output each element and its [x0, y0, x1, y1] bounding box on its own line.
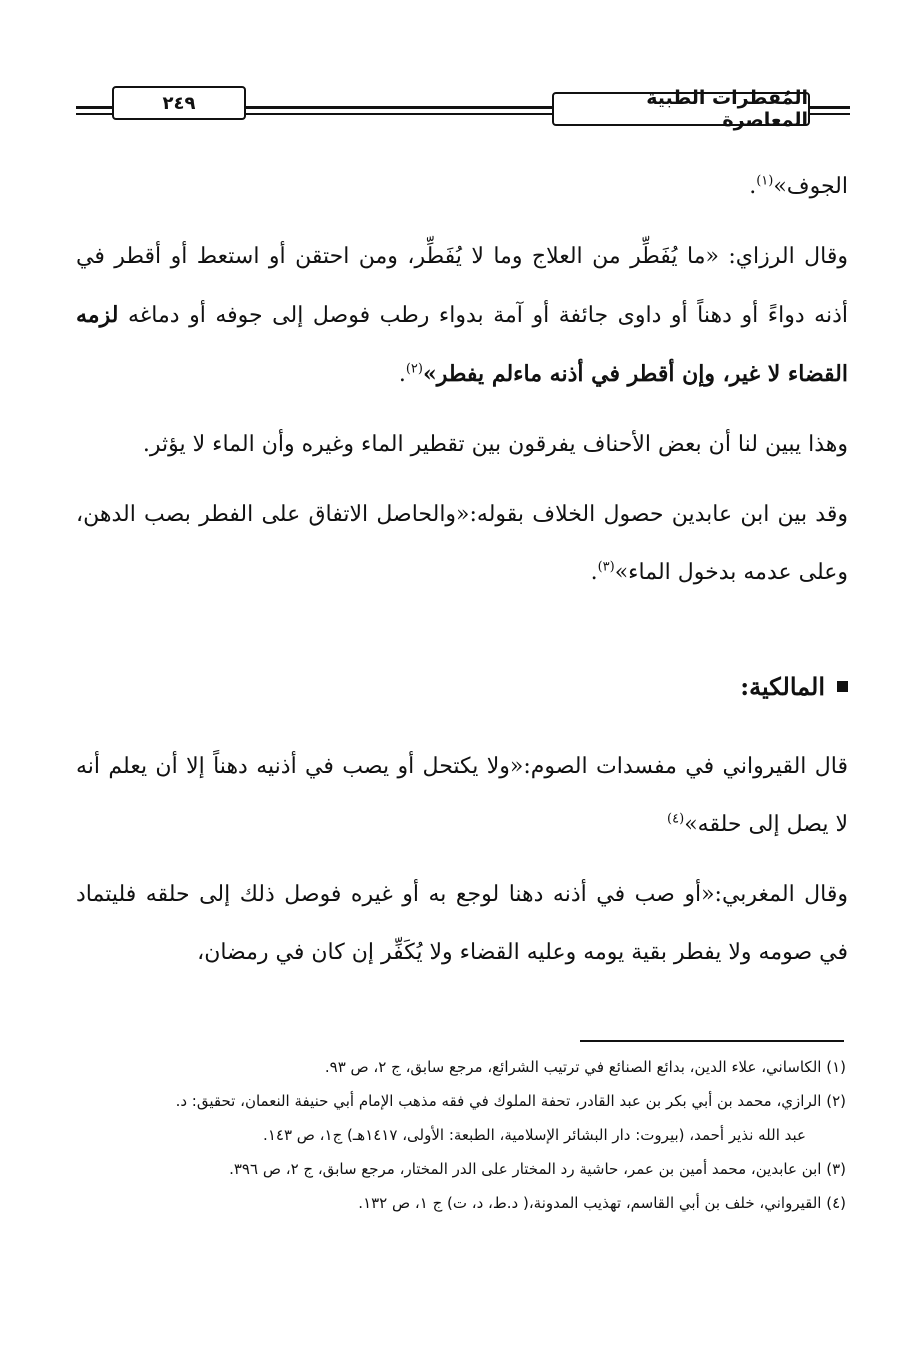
paragraph-text: وقد بين ابن عابدين حصول الخلاف بقوله:«والحاصل الاتفاق على الفطر بصب الدهن، وعلى عدمه بدخول الماء» — [76, 502, 848, 585]
paragraph-end: . — [749, 174, 757, 199]
paragraph-text: الجوف» — [773, 174, 848, 199]
paragraph-text: وقال المغربي:«أو صب في أذنه دهنا لوجع به أو غيره فوصل ذلك إلى حلقه فليتماد في صومه ولا يفطر بقية يومه وعليه القضاء ولا يُكَفِّر إن كان في رمضان، — [76, 882, 848, 965]
running-title: المُفطرات الطبية المعاصرة — [552, 92, 810, 126]
footnote-continuation: عبد الله نذير أحمد، (بيروت: دار البشائر الإسلامية، الطبعة: الأولى، ١٤١٧هـ) ج١، ص ١٤٣. — [263, 1126, 806, 1144]
footnote-ref: (٣) — [597, 559, 615, 575]
page-number: ٢٤٩ — [112, 86, 246, 120]
footnotes — [76, 1050, 846, 1220]
paragraph-text: وقال الرزاي: «ما يُفَطِّر من العلاج وما لا يُفَطِّر، ومن احتقن أو استعط أو أقطر في أذنه دواءً أو دهناً أو داوى جائفة أو آمة بدواء رطب فوصل إلى جوفه أو دماغه — [76, 244, 848, 328]
footnote: (١) الكاساني، علاء الدين، بدائع الصنائع في ترتيب الشرائع، مرجع سابق، ج ٢، ص ٩٣. — [324, 1058, 846, 1076]
paragraph-text: قال القيرواني في مفسدات الصوم:«ولا يكتحل أو يصب في أذنيه دهناً إلا أن يعلم أنه لا يصل إلى حلقه» — [76, 754, 848, 837]
paragraph — [76, 416, 848, 474]
paragraph — [76, 486, 848, 602]
main-text-block-1 — [76, 158, 848, 602]
footnote-ref: (٢) — [405, 361, 423, 377]
section-heading — [740, 672, 848, 701]
footnote-separator — [580, 1040, 844, 1042]
main-text-block-2 — [76, 738, 848, 982]
square-bullet-icon — [837, 681, 848, 692]
paragraph-end: . — [590, 560, 598, 585]
footnote: (٣) ابن عابدين، محمد أمين بن عمر، حاشية رد المختار على الدر المختار، مرجع سابق، ج ٢، ص ٣٩٦. — [229, 1160, 846, 1178]
paragraph-text: وهذا يبين لنا أن بعض الأحناف يفرقون بين تقطير الماء وغيره وأن الماء لا يؤثر. — [142, 432, 848, 457]
paragraph-end: . — [398, 362, 406, 387]
footnote-ref: (٤) — [667, 811, 685, 827]
running-header — [76, 86, 850, 131]
footnote: (٤) القيرواني، خلف بن أبي القاسم، تهذيب المدونة،( د.ط، د، ت) ج ١، ص ١٣٢. — [358, 1194, 846, 1212]
section-heading-text: المالكية: — [740, 672, 825, 701]
paragraph — [76, 738, 848, 854]
paragraph-bold-text: لزمه القضاء لا غير، وإن أقطر في أذنه ماءلم يفطر» — [76, 302, 848, 387]
paragraph — [76, 228, 848, 404]
footnote: (٢) الرازي، محمد بن أبي بكر بن عبد القادر، تحفة الملوك في فقه مذهب الإمام أبي حنيفة النعمان، تحقيق: د. — [175, 1092, 846, 1110]
paragraph — [76, 866, 848, 982]
paragraph — [76, 158, 848, 216]
footnote-ref: (١) — [756, 173, 774, 189]
